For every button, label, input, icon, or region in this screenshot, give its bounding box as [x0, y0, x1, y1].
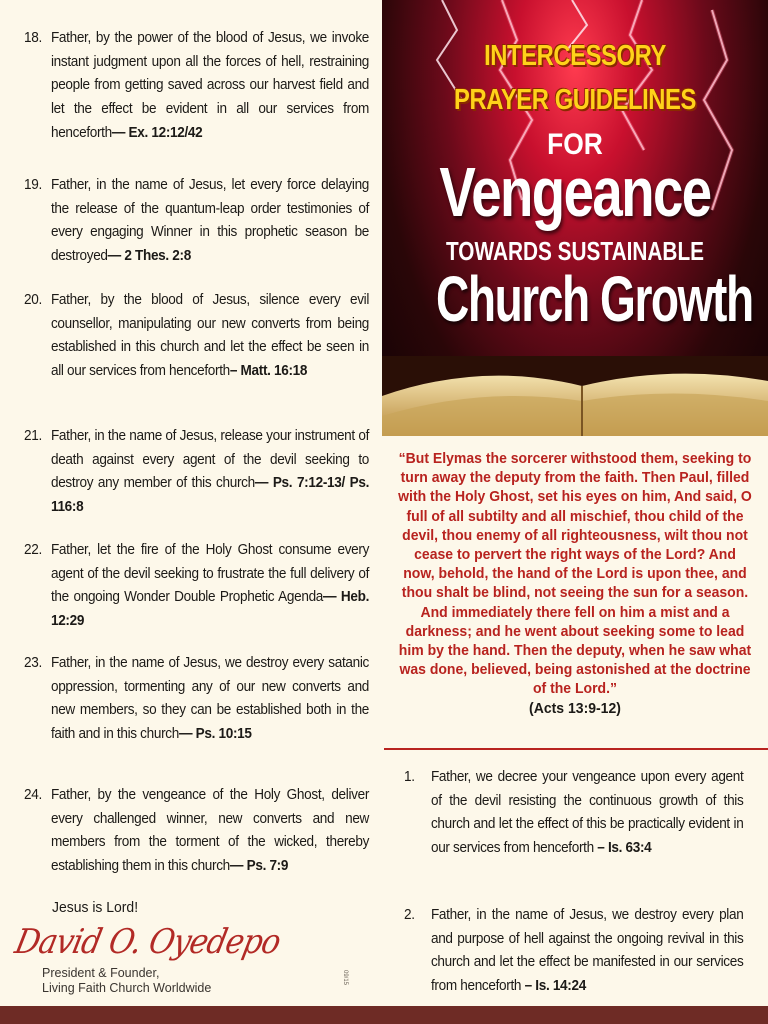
signature: David O. Oyedepo [11, 922, 284, 962]
prayer-text: Father, in the name of Jesus, we destroy every plan and purpose of hell against the ongoing revival in this church and let the effect be manifested in our services from henceforth – Is. 14:24 [430, 907, 744, 995]
scripture-reference: — Ps. 7:12-13/ Ps. 116:8 [50, 475, 370, 516]
cover-title-prayer-guidelines: PRAYER GUIDELINES [454, 84, 696, 116]
scripture-reference: — Ps. 10:15 [178, 726, 252, 743]
scripture-reference: — Heb. 12:29 [50, 589, 370, 630]
left-column [0, 0, 382, 1006]
prayer-item-22 [24, 539, 370, 634]
prayer-number: 18. [24, 30, 42, 46]
cover-title-church-growth: Church Growth [436, 263, 753, 335]
prayer-text: Father, let the fire of the Holy Ghost consume every agent of the devil seeking to frustrate the full delivery of the ongoing Wonder Double Prophetic Agenda— Heb. 12:29 [50, 542, 370, 630]
scripture-reference: — Ps. 7:9 [229, 858, 289, 875]
prayer-text: Father, by the vengeance of the Holy Ghost, deliver every challenged winner, new converts and new members from the torment of the wicked, thereby establishing them in this church— Ps. 7:9 [50, 787, 370, 875]
prayer-text: Father, in the name of Jesus, we destroy every satanic oppression, tormenting any of our new converts and new members, so they can be established both in the faith and in this church— Ps. 10:15 [50, 655, 370, 743]
prayer-number: 2. [404, 907, 415, 923]
prayer-item-18 [24, 27, 370, 146]
prayer-text: Father, in the name of Jesus, release your instrument of death against every agent of the devil seeking to destroy any member of this church— Ps. 7:12-13/ Ps. 116:8 [50, 428, 370, 516]
prayer-text: Father, by the blood of Jesus, silence every evil counsellor, manipulating our new converts from being established in this church and let the effect be seen in all our services from henceforth– Matt. 16:18 [50, 292, 370, 380]
prayer-number: 21. [24, 428, 42, 444]
prayer-number: 24. [24, 787, 42, 803]
cover-image [382, 0, 768, 436]
prayer-item-19 [24, 174, 370, 269]
footer-bar [0, 1006, 768, 1024]
prayer-text: Father, we decree your vengeance upon every agent of the devil resisting the continuous growth of this church and let the effect of this be practically evident in our services from henceforth – Is. 63:4 [430, 769, 744, 857]
prayer-text: Father, in the name of Jesus, let every force delaying the release of the quantum-leap order testimonies of every engaging Winner in this prophetic season be destroyed— 2 Thes. 2:8 [50, 177, 370, 265]
prayer-number: 20. [24, 292, 42, 308]
scripture-reference: – Matt. 16:18 [229, 363, 308, 380]
prayer-item-2 [404, 904, 744, 999]
scripture-reference: — 2 Thes. 2:8 [107, 248, 191, 265]
bible-image [382, 356, 768, 436]
cover-title-intercessory: INTERCESSORY [484, 40, 666, 72]
scripture-reference: – Is. 14:24 [524, 978, 586, 995]
signature-title: President & Founder, Living Faith Church Worldwide [42, 966, 212, 995]
prayer-item-24 [24, 784, 370, 879]
scripture-reference: — Ex. 12:12/42 [111, 124, 203, 141]
scripture-reference: – Is. 63:4 [597, 840, 652, 857]
cover-title-for: FOR [547, 128, 603, 161]
print-code: 09/15 [342, 970, 348, 986]
closing-line: Jesus is Lord! [52, 899, 139, 916]
prayer-item-21 [24, 425, 370, 520]
cover-title-vengeance: Vengeance [439, 153, 711, 231]
cover-title-towards-sustainable: TOWARDS SUSTAINABLE [445, 236, 705, 266]
scripture-citation: (Acts 13:9-12) [529, 700, 621, 717]
prayer-number: 19. [24, 177, 42, 193]
prayer-item-1 [404, 766, 744, 861]
divider [384, 748, 768, 750]
prayer-text: Father, by the power of the blood of Jesus, we invoke instant judgment upon all the forces of hell, restraining people from getting saved across our harvest field and let the effect be evident in all our services from henceforth— Ex. 12:12/42 [50, 30, 370, 141]
prayer-number: 23. [24, 655, 42, 671]
prayer-item-23 [24, 652, 370, 747]
prayer-item-20 [24, 289, 370, 384]
prayer-number: 22. [24, 542, 42, 558]
prayer-number: 1. [404, 769, 415, 785]
scripture-quote: “But Elymas the sorcerer withstood them, seeking to turn away the deputy from the faith. Then Paul, filled with the Holy Ghost, set his eyes on him, And said, O full of all subtilty and all mischief, thou child of the devil, thou enemy of all righteousness, wilt thou not cease to pervert the right ways of the Lord? And now, behold, the hand of the Lord is upon thee, and thou shalt be blind, not seeing the sun for a season. And immediately there fell on him a mist and a darkness; and he went about seeking some to lead him by the hand. Then the deputy, when he saw what was done, believed, being astonished at the doctrine of the Lord.” (Acts 13:9-12) [397, 450, 752, 719]
